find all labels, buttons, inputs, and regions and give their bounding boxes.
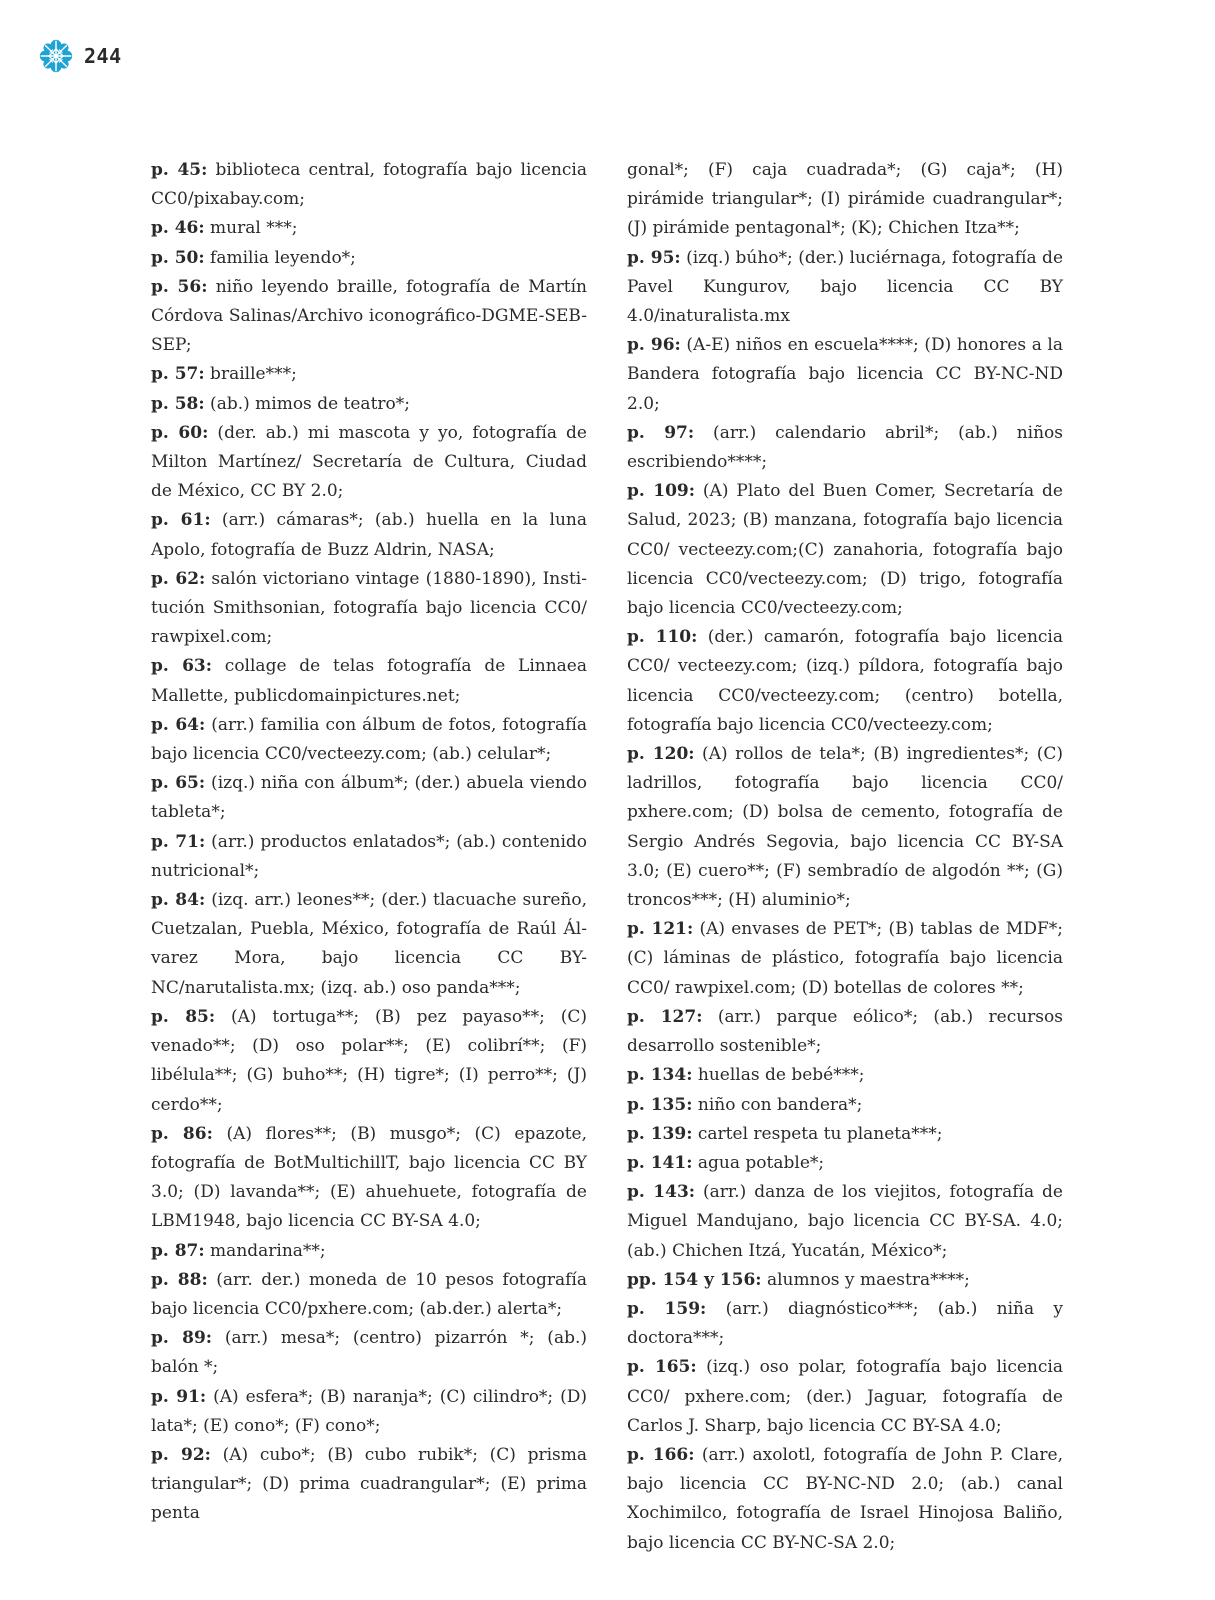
page-reference: p. 62: [151, 568, 206, 589]
credit-entry [627, 1441, 1063, 1558]
credit-text: (arr.) productos enlatados*; (ab.) contenido nutricional*; [151, 831, 588, 881]
credit-entry [627, 915, 1063, 1003]
credit-entry [151, 769, 587, 827]
credit-entry [627, 1091, 1063, 1120]
credit-text: (arr.) cámaras*; (ab.) huella en la luna Apolo, fotografía de Buzz Aldrin, NASA; [151, 510, 587, 560]
credit-entry [151, 360, 587, 389]
credits-column-right [627, 156, 1063, 1558]
page-reference: p. 143: [627, 1182, 696, 1203]
credit-text: gonal*; (F) caja cuadrada*; (G) caja*; (H) pirámide triangular*; (I) pirámide cuadrangular*; (J) pirámide pentagonal*; (K); Chichen Itza**; [627, 160, 1063, 239]
credits-column-left [151, 156, 587, 1529]
credit-text: (A) envases de PET*; (B) tablas de MDF*; (C) láminas de plástico, fotografía bajo licencia CC0/ rawpixel.com; (D) botellas de colores **; [627, 919, 1063, 998]
credit-entry [151, 156, 587, 214]
credit-entry [151, 1441, 587, 1529]
credit-text: braille***; [204, 364, 297, 385]
credit-text: (A) cubo*; (B) cubo rubik*; (C) prisma triangular*; (D) prima cuadrangular*; (E) prima penta [151, 1444, 587, 1524]
credit-text: (A) Plato del Buen Comer, Secretaría de Salud, 2023; (B) manzana, fotografía bajo licencia CC0/ vecteezy.com;(C) zanahoria, fotografía bajo licencia CC0/vecteezy.com; (D) trigo, fotografía bajo licencia CC0/vecteezy.com; [627, 481, 1063, 619]
credit-entry [151, 711, 587, 769]
credit-text: (A) flores**; (B) musgo*; (C) epazote, fotografía de BotMultichillT, bajo licencia CC BY 3.0; (D) lavanda**; (E) ahuehuete, fotografía de LBM1948, bajo licencia CC BY-SA 4.0; [151, 1123, 587, 1232]
credit-text: (ab.) mimos de teatro*; [204, 393, 410, 414]
credit-text: niño con bandera*; [692, 1094, 863, 1115]
page-reference: p. 92: [151, 1444, 211, 1465]
credit-entry [151, 273, 587, 361]
credit-text: (izq.) oso polar, fotografía bajo licencia CC0/ pxhere.com; (der.) Jaguar, fotografía de Carlos J. Sharp, bajo licencia CC BY-SA 4.0; [627, 1357, 1063, 1436]
credit-entry [627, 1266, 1063, 1295]
page-reference: p. 88: [151, 1269, 208, 1290]
page-reference: p. 58: [151, 393, 205, 414]
credit-text: (A) tortuga**; (B) pez payaso**; (C) venado**; (D) oso polar**; (E) colibrí**; (F) libélula**; (G) buho**; (H) tigre*; (I) perro**; (J) cerdo**; [151, 1006, 587, 1115]
credit-entry [151, 244, 587, 273]
credit-text: (A) esfera*; (B) naranja*; (C) cilindro*; (D) lata*; (E) cono*; (F) cono*; [151, 1386, 587, 1436]
page-reference: p. 84: [151, 890, 206, 911]
page-number: 244 [84, 44, 122, 68]
credit-text: (arr.) danza de los viejitos, fotografía de Miguel Mandujano, bajo licencia CC BY-SA. 4.0; (ab.) Chichen Itzá, Yucatán, México*; [627, 1182, 1063, 1261]
credit-text: (arr.) familia con álbum de fotos, fotografía bajo licencia CC0/vecteezy.com; (ab.) celular*; [151, 714, 587, 765]
page-reference: p. 56: [151, 276, 208, 297]
page-reference: p. 127: [627, 1006, 703, 1027]
page-reference: p. 159: [627, 1298, 707, 1319]
credit-entry [151, 1266, 587, 1324]
credit-text: familia leyendo*; [204, 247, 356, 268]
page-reference: p. 85: [151, 1006, 216, 1027]
credit-text: alumnos y maestra****; [761, 1269, 970, 1290]
credit-text: agua potable*; [692, 1152, 825, 1173]
page-reference: p. 61: [151, 510, 211, 531]
credit-text: salón victoriano vintage (1880-1890), Institución Smithsonian, fotografía bajo licencia CC0/ rawpixel.com; [151, 568, 587, 648]
credit-entry [627, 1149, 1063, 1178]
page-reference: p. 120: [627, 744, 695, 765]
credit-entry [151, 1237, 587, 1266]
page-reference: p. 121: [627, 919, 694, 940]
page-reference: pp. 154 y 156: [627, 1269, 762, 1290]
page-reference: p. 134: [627, 1065, 693, 1086]
credit-entry [151, 506, 587, 564]
credit-entry [151, 1383, 587, 1441]
page-reference: p. 87: [151, 1240, 205, 1261]
credit-entry [151, 390, 587, 419]
credit-entry [627, 740, 1063, 915]
page-reference: p. 86: [151, 1123, 213, 1144]
page-reference: p. 109: [627, 481, 695, 502]
credit-text: cartel respeta tu planeta***; [692, 1123, 943, 1144]
credit-text: (izq.) búho*; (der.) luciérnaga, fotografía de Pavel Kungurov, bajo licencia CC BY 4.0/inaturalista.mx [627, 247, 1064, 327]
credit-entry [627, 244, 1063, 332]
credit-entry [151, 652, 587, 710]
credit-text: huellas de bebé***; [692, 1065, 865, 1086]
credit-entry [627, 1003, 1063, 1061]
credit-text: (arr.) diagnóstico***; (ab.) niña y doctora***; [627, 1298, 1063, 1349]
page-reference: p. 65: [151, 773, 206, 794]
credit-entry [627, 477, 1063, 623]
credit-text: (arr.) mesa*; (centro) pizarrón *; (ab.) balón *; [151, 1328, 587, 1378]
credit-text: (A) rollos de tela*; (B) ingredientes*; (C) ladrillos, fotografía bajo licencia CC0/ pxhere.com; (D) bolsa de cemento, fotografía de Sergio Andrés Segovia, bajo licencia CC BY-SA 3.0; (E) cuero**; (F) sembradío de algodón **; (G) troncos***; (H) aluminio*; [627, 744, 1063, 911]
credit-text: (der.) camarón, fotografía bajo licencia CC0/ vecteezy.com; (izq.) píldora, fotografía bajo licencia CC0/vecteezy.com; (centro) botella, fotografía bajo licencia CC0/vecteezy.com; [627, 627, 1063, 735]
page-reference: p. 166: [627, 1444, 695, 1465]
credit-entry [151, 1003, 587, 1120]
credit-entry [627, 1353, 1063, 1441]
credit-text: (der. ab.) mi mascota y yo, fotografía de Milton Martínez/ Secretaría de Cultura, Ciudad de México, CC BY 2.0; [151, 422, 587, 502]
page-header [38, 38, 122, 74]
credit-entry [151, 419, 587, 507]
page-reference: p. 50: [151, 247, 205, 268]
credit-entry [151, 565, 587, 653]
page-reference: p. 46: [151, 218, 205, 239]
page-reference: p. 71: [151, 831, 206, 852]
page-reference: p. 57: [151, 364, 205, 385]
credit-entry [627, 419, 1063, 477]
credit-text: (izq. arr.) leones**; (der.) tlacuache sureño, Cuetzalan, Puebla, México, fotografía de Raúl Álvarez Mora, bajo licencia CC BY-NC/narutalista.mx; (izq. ab.) oso panda***; [151, 890, 588, 998]
page-reference: p. 45: [151, 160, 208, 180]
credit-entry [627, 1295, 1063, 1353]
credit-entry [151, 1120, 587, 1237]
page-reference: p. 95: [627, 247, 681, 268]
flower-knot-icon [38, 38, 74, 74]
page-reference: p. 89: [151, 1328, 213, 1349]
credit-text: mural ***; [204, 218, 298, 239]
page-reference: p. 64: [151, 714, 206, 735]
credit-entry [627, 1120, 1063, 1149]
page-reference: p. 60: [151, 422, 209, 443]
credit-text: (A-E) niños en escuela****; (D) honores a la Bandera fotografía bajo licencia CC BY-NC-ND 2.0; [627, 335, 1063, 414]
credit-entry [627, 1061, 1063, 1090]
credit-entry [151, 214, 587, 243]
page-reference: p. 139: [627, 1123, 693, 1144]
page-reference: p. 97: [627, 422, 695, 443]
credit-text: collage de telas fotografía de Linnaea Mallette, publicdomainpictures.net; [151, 656, 588, 706]
page-reference: p. 165: [627, 1357, 697, 1378]
credit-entry [627, 331, 1063, 419]
page-reference: p. 110: [627, 627, 698, 648]
credit-text: (arr.) axolotl, fotografía de John P. Clare, bajo licencia CC BY-NC-ND 2.0; (ab.) canal Xochimilco, fotografía de Israel Hinojosa Baliño, bajo licencia CC BY-NC-SA 2.0; [627, 1444, 1063, 1553]
page-reference: p. 96: [627, 335, 681, 356]
credit-text: niño leyendo braille, fotografía de Martín Córdova Salinas/Archivo iconográfico-DGME-SEB-SEP; [151, 276, 587, 356]
credit-text: mandarina**; [204, 1240, 326, 1261]
page-reference: p. 135: [627, 1094, 693, 1115]
credit-text: (arr.) parque eólico*; (ab.) recursos desarrollo sostenible*; [627, 1006, 1063, 1057]
page-reference: p. 141: [627, 1152, 693, 1173]
credit-entry [151, 1324, 587, 1382]
credit-text: (arr. der.) moneda de 10 pesos fotografía bajo licencia CC0/pxhere.com; (ab.der.) alerta*; [151, 1269, 588, 1319]
credit-entry [151, 828, 587, 886]
credit-entry [627, 156, 1063, 244]
credit-text: (arr.) calendario abril*; (ab.) niños escribiendo****; [627, 422, 1063, 473]
credit-entry [627, 1178, 1063, 1266]
credit-entry [151, 886, 587, 1003]
credit-text: biblioteca central, fotografía bajo licencia CC0/pixabay.com; [151, 160, 588, 210]
page-reference: p. 63: [151, 656, 213, 677]
credit-entry [627, 623, 1063, 740]
page-reference: p. 91: [151, 1386, 207, 1407]
credit-text: (izq.) niña con álbum*; (der.) abuela viendo tableta*; [151, 773, 587, 823]
